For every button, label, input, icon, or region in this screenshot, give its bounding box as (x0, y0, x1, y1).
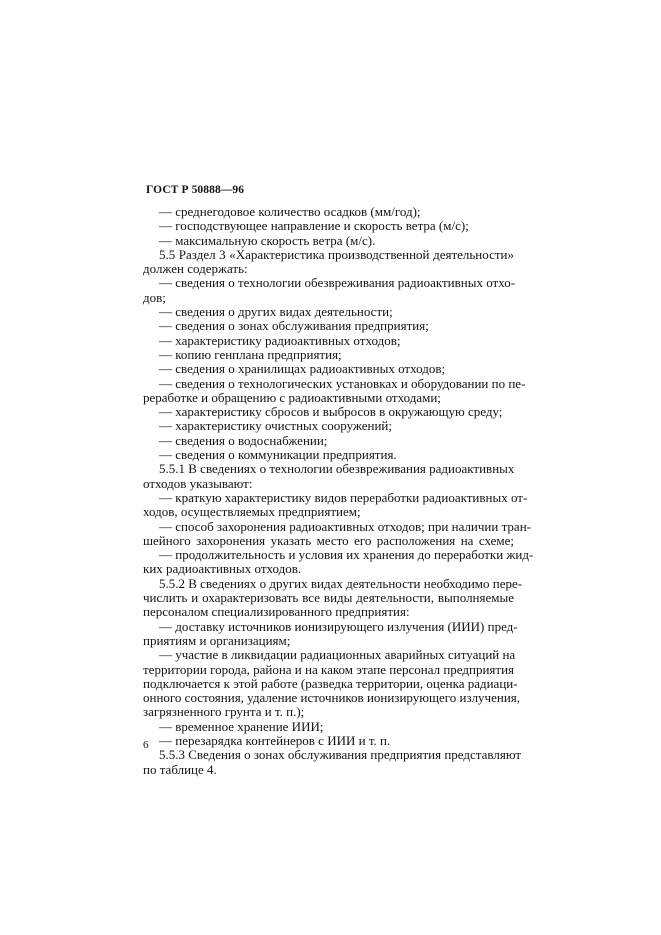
text-line: подключается к этой работе (разведка территории, оценка радиаци- (143, 675, 518, 691)
text-line: — сведения о коммуникации предприятия. (159, 447, 397, 463)
text-line: 5.5.2 В сведениях о других видах деятельности необходимо пере- (159, 575, 523, 591)
text-line: — сведения о хранилищах радиоактивных отходов; (159, 361, 446, 377)
text-line: — сведения о водоснабжении; (159, 432, 328, 448)
text-line: отходов указывают: (143, 475, 253, 491)
standard-header: ГОСТ Р 50888—96 (146, 184, 245, 196)
text-line: 5.5.1 В сведениях о технологии обезвреживания радиоактивных (159, 461, 515, 477)
text-line: — участие в ликвидации радиационных аварийных ситуаций на (159, 647, 516, 663)
text-line: — характеристику сбросов и выбросов в окружающую среду; (159, 404, 503, 420)
text-line: территории города, района и на каком этапе персонал предприятия (143, 661, 515, 677)
text-line: должен содержать: (143, 261, 248, 277)
text-line: — временное хранение ИИИ; (159, 718, 324, 734)
text-line: 5.5 Раздел 3 «Характеристика производственной деятельности» (159, 246, 514, 262)
text-line: — характеристику радиоактивных отходов; (159, 332, 401, 348)
text-line: ких радиоактивных отходов. (143, 561, 302, 577)
text-line: — перезарядка контейнеров с ИИИ и т. п. (159, 732, 391, 748)
text-line: дов; (143, 289, 166, 305)
text-line: числить и охарактеризовать все виды деятельности, выполняемые (143, 590, 514, 606)
text-line: — доставку источников ионизирующего излучения (ИИИ) пред- (159, 618, 518, 634)
text-line: — сведения о технологии обезвреживания радиоактивных отхо- (159, 275, 516, 291)
text-line: — максимальную скорость ветра (м/с). (159, 232, 376, 248)
text-line: реработке и обращению с радиоактивными отходами; (143, 389, 441, 405)
text-line: — сведения о зонах обслуживания предприятия; (159, 318, 429, 334)
text-line: персоналом специализированного предприятия: (143, 604, 410, 620)
text-line: — краткую характеристику видов переработки радиоактивных от- (159, 489, 528, 505)
text-line: загрязненного грунта и т. п.); (143, 704, 305, 720)
text-line: — господствующее направление и скорость ветра (м/с); (159, 218, 469, 234)
text-line: — характеристику очистных сооружений; (159, 418, 393, 434)
text-line: — среднегодовое количество осадков (мм/год); (159, 204, 421, 219)
text-line: — копию генплана предприятия; (159, 346, 342, 362)
page-number: 6 (143, 739, 149, 751)
text-line: — способ захоронения радиоактивных отходов; при наличии тран- (159, 518, 531, 534)
text-line: — сведения о других видах деятельности; (159, 304, 393, 320)
text-line: по таблице 4. (143, 761, 217, 777)
text-line: онного состояния, удаление источников ионизирующего излучения, (143, 690, 521, 706)
document-body (143, 204, 534, 777)
text-line: — сведения о технологических установках и оборудовании по пе- (159, 375, 526, 391)
text-line: приятиям и организациям; (143, 632, 291, 648)
text-line: 5.5.3 Сведения о зонах обслуживания предприятия представляют (159, 747, 522, 763)
text-line: шейного захоронения указать место его расположения на схеме; (143, 532, 514, 548)
text-line: ходов, осуществляемых предприятием; (143, 504, 361, 520)
text-line: — продолжительность и условия их хранения до переработки жид- (159, 547, 534, 563)
